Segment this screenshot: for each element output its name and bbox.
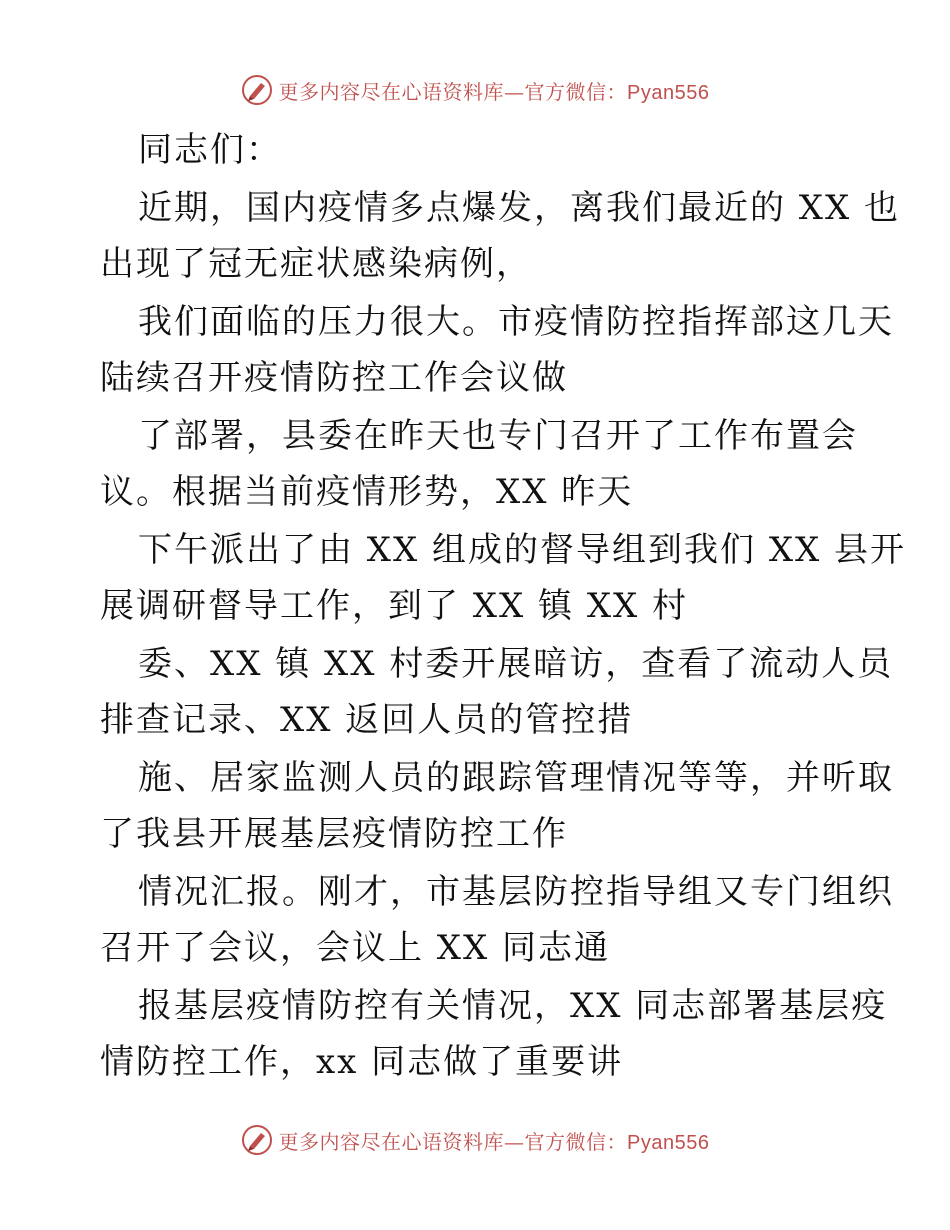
- text-line: 同志们：: [138, 130, 282, 170]
- watermark-wechat-id: Pyan556: [627, 1131, 710, 1154]
- pen-nib-icon: [241, 1124, 273, 1156]
- text-line: 了部署，县委在昨天也专门召开了工作布置会: [138, 416, 858, 456]
- watermark-label: 更多内容尽在心语资料库—官方微信：: [278, 1129, 628, 1154]
- text-line: 我们面临的压力很大。市疫情防控指挥部这几天: [138, 302, 894, 342]
- text-line: 出现了冠无症状感染病例，: [100, 244, 532, 284]
- text-line: 报基层疫情防控有关情况，XX 同志部署基层疫: [138, 986, 888, 1026]
- watermark-text: [279, 76, 710, 105]
- text-line: 情防控工作，xx 同志做了重要讲: [100, 1042, 624, 1082]
- text-line: 委、XX 镇 XX 村委开展暗访，查看了流动人员: [138, 644, 894, 684]
- watermark-text: [279, 1126, 710, 1155]
- text-line: 召开了会议，会议上 XX 同志通: [100, 928, 611, 968]
- footer-watermark: [0, 1120, 950, 1160]
- text-line: 陆续召开疫情防控工作会议做: [100, 358, 568, 398]
- text-line: 近期，国内疫情多点爆发，离我们最近的 XX 也: [138, 188, 901, 228]
- watermark-wechat-id: Pyan556: [627, 81, 710, 104]
- text-line: 排查记录、XX 返回人员的管控措: [100, 700, 634, 740]
- pen-nib-icon: [241, 74, 273, 106]
- text-line: 了我县开展基层疫情防控工作: [100, 814, 568, 854]
- watermark-label: 更多内容尽在心语资料库—官方微信：: [278, 79, 628, 104]
- text-line: 情况汇报。刚才，市基层防控指导组又专门组织: [138, 872, 894, 912]
- text-line: 施、居家监测人员的跟踪管理情况等等，并听取: [138, 758, 894, 798]
- text-line: 下午派出了由 XX 组成的督导组到我们 XX 县开: [138, 530, 907, 570]
- text-line: 展调研督导工作，到了 XX 镇 XX 村: [100, 586, 689, 626]
- header-watermark: [0, 70, 950, 110]
- text-line: 议。根据当前疫情形势，XX 昨天: [100, 472, 634, 512]
